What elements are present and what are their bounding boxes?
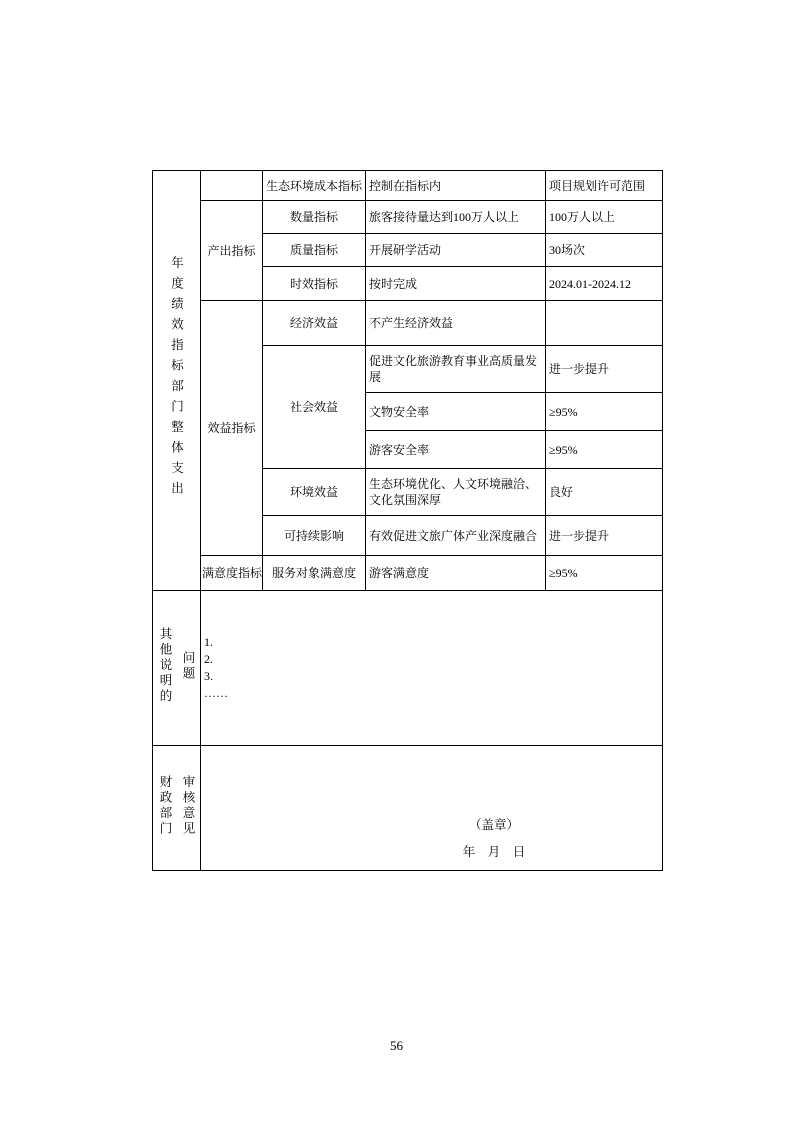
review-label-line2: 审核意见 [181, 775, 195, 837]
cell-quality-indicator: 质量指标 [263, 234, 366, 267]
note-item-ellipsis: …… [204, 686, 228, 700]
row-quantity [153, 201, 663, 234]
review-label-line1: 财政部门 [158, 775, 172, 837]
cell-timeliness-value: 2024.01-2024.12 [546, 267, 663, 301]
cell-social-1-description: 促进文化旅游教育事业高质量发展 [366, 346, 546, 393]
seal-placeholder: （盖章） [468, 817, 519, 832]
review-content-cell [201, 746, 663, 871]
cell-economic-indicator: 经济效益 [263, 301, 366, 346]
section-cell-annual-performance [153, 171, 201, 591]
row-eco-cost [153, 171, 663, 201]
other-notes-label [157, 627, 196, 705]
seal-block [439, 817, 549, 860]
cell-social-3-value: ≥95% [546, 431, 663, 469]
review-label [157, 775, 196, 837]
cell-satisfaction-indicator: 服务对象满意度 [263, 556, 366, 591]
row-other-notes [153, 591, 663, 746]
cell-economic-description: 不产生经济效益 [366, 301, 546, 346]
cell-sustainability-description: 有效促进文旅广体产业深度融合 [366, 516, 546, 556]
cell-satisfaction-description: 游客满意度 [366, 556, 546, 591]
cell-timeliness-indicator: 时效指标 [263, 267, 366, 301]
cell-quality-description: 开展研学活动 [366, 234, 546, 267]
cell-timeliness-description: 按时完成 [366, 267, 546, 301]
performance-indicator-table [152, 170, 663, 871]
other-notes-label-line1: 其他说明的 [158, 627, 172, 705]
cell-social-2-value: ≥95% [546, 393, 663, 431]
note-item-3: 3. [204, 669, 213, 683]
cell-social-1-value: 进一步提升 [546, 346, 663, 393]
cell-section-empty [201, 171, 263, 201]
note-item-1: 1. [204, 635, 213, 649]
cell-satisfaction-section: 满意度指标 [201, 556, 263, 591]
cell-social-indicator: 社会效益 [263, 346, 366, 469]
cell-quantity-description: 旅客接待量达到100万人以上 [366, 201, 546, 234]
cell-benefit-section: 效益指标 [201, 301, 263, 556]
row-economic [153, 301, 663, 346]
review-label-cell [153, 746, 201, 871]
page-number: 56 [390, 1038, 403, 1053]
date-placeholder: 年 月 日 [462, 844, 526, 859]
other-notes-label-line2: 问题 [181, 650, 195, 682]
cell-environment-indicator: 环境效益 [263, 469, 366, 516]
annual-performance-label: 年度绩效指标部门整体支出 [169, 255, 184, 502]
cell-sustainability-value: 进一步提升 [546, 516, 663, 556]
other-notes-content-cell [201, 591, 663, 746]
cell-social-3-description: 游客安全率 [366, 431, 546, 469]
cell-environment-value: 良好 [546, 469, 663, 516]
cell-quantity-value: 100万人以上 [546, 201, 663, 234]
cell-satisfaction-value: ≥95% [546, 556, 663, 591]
cell-eco-cost-value: 项目规划许可范围 [546, 171, 663, 201]
cell-eco-cost-description: 控制在指标内 [366, 171, 546, 201]
other-notes-label-cell [153, 591, 201, 746]
cell-social-2-description: 文物安全率 [366, 393, 546, 431]
cell-eco-cost-indicator: 生态环境成本指标 [263, 171, 366, 201]
cell-quantity-indicator: 数量指标 [263, 201, 366, 234]
row-review-opinion [153, 746, 663, 871]
cell-output-section: 产出指标 [201, 201, 263, 301]
cell-environment-description: 生态环境优化、人文环境融洽、文化氛围深厚 [366, 469, 546, 516]
cell-quality-value: 30场次 [546, 234, 663, 267]
cell-economic-value [546, 301, 663, 346]
cell-sustainability-indicator: 可持续影响 [263, 516, 366, 556]
note-item-2: 2. [204, 652, 213, 666]
row-satisfaction [153, 556, 663, 591]
